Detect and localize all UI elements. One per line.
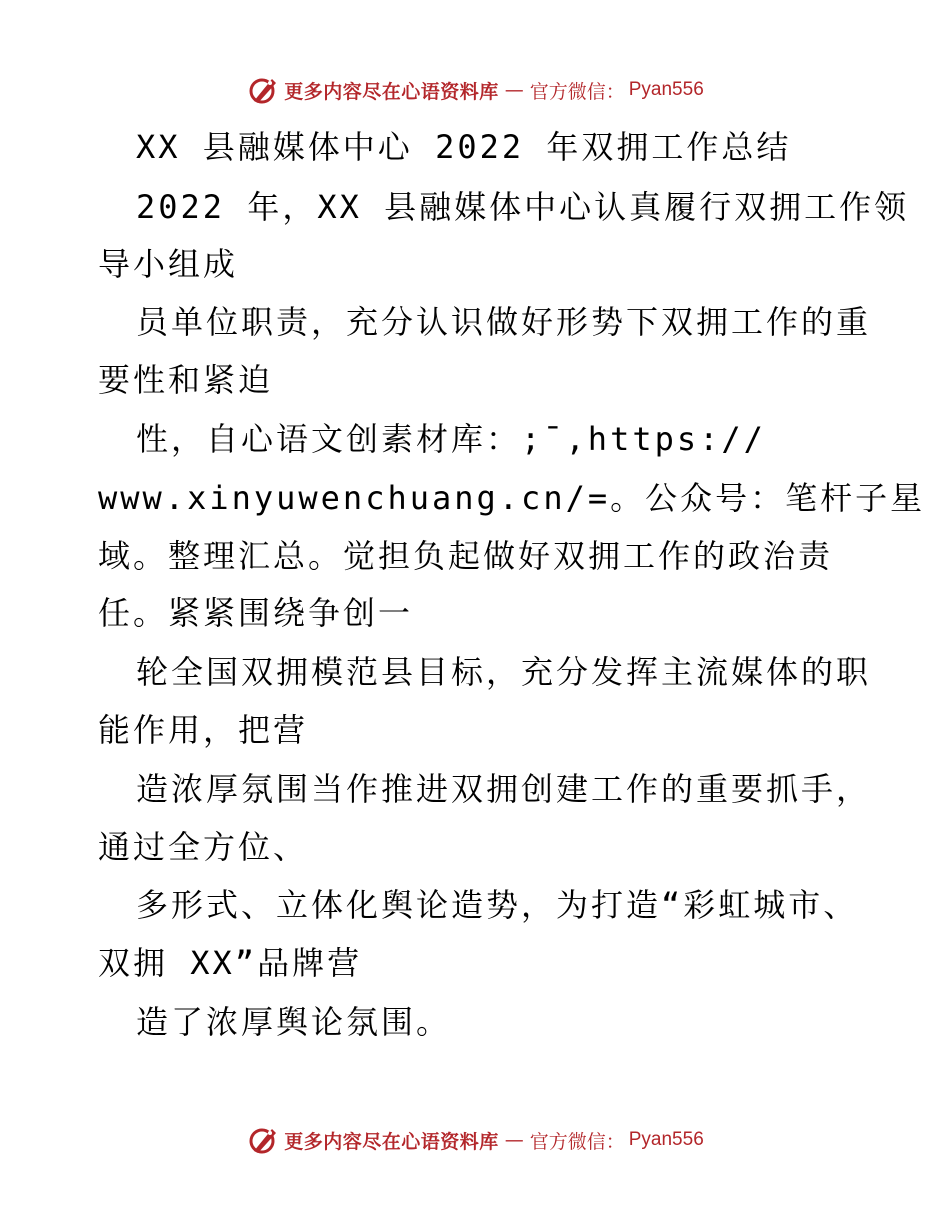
footer-watermark-banner: [0, 1120, 950, 1160]
paragraph-line: 多形式、立体化舆论造势，为打造“彩虹城市、: [136, 886, 859, 924]
paragraph-line: 任。紧紧围绕争创一: [98, 594, 414, 632]
pen-nib-logo-icon: [246, 1123, 280, 1157]
banner-wechat-id: Pyan556: [628, 79, 704, 100]
document-title: XX 县融媒体中心 2022 年双拥工作总结: [136, 128, 792, 166]
paragraph-line: 能作用，把营: [98, 711, 309, 749]
banner-dash: —: [504, 79, 524, 101]
banner-main-text: 更多内容尽在心语资料库: [284, 1130, 499, 1153]
paragraph-line: 域。整理汇总。觉担负起做好双拥工作的政治责: [98, 537, 834, 575]
banner-main-text: 更多内容尽在心语资料库: [284, 80, 499, 103]
paragraph-line: 员单位职责，充分认识做好形势下双拥工作的重: [136, 303, 872, 341]
banner-wechat-id: Pyan556: [628, 1129, 704, 1150]
paragraph-line: 造了浓厚舆论氛围。: [136, 1003, 452, 1041]
header-watermark-banner: [0, 70, 950, 110]
paragraph-line: 通过全方位、: [98, 828, 309, 866]
paragraph-line: 轮全国双拥模范县目标，充分发挥主流媒体的职: [136, 653, 872, 691]
banner-official-label: 官方微信：: [529, 1130, 625, 1153]
paragraph-line: 造浓厚氛围当作推进双拥创建工作的重要抓手，: [136, 770, 872, 808]
paragraph-line: www.xinyuwenchuang.cn/=。公众号：笔杆子星: [98, 479, 926, 517]
paragraph-line: 性，自心语文创素材库：;¯,https://: [136, 420, 766, 458]
paragraph-line: 双拥 XX”品牌营: [98, 944, 363, 982]
banner-dash: —: [504, 1129, 524, 1151]
paragraph-line: 要性和紧迫: [98, 361, 274, 399]
paragraph-line: 导小组成: [98, 245, 239, 283]
paragraph-line: 2022 年，XX 县融媒体中心认真履行双拥工作领: [136, 188, 910, 226]
pen-nib-logo-icon: [246, 73, 280, 107]
banner-official-label: 官方微信：: [529, 80, 625, 103]
